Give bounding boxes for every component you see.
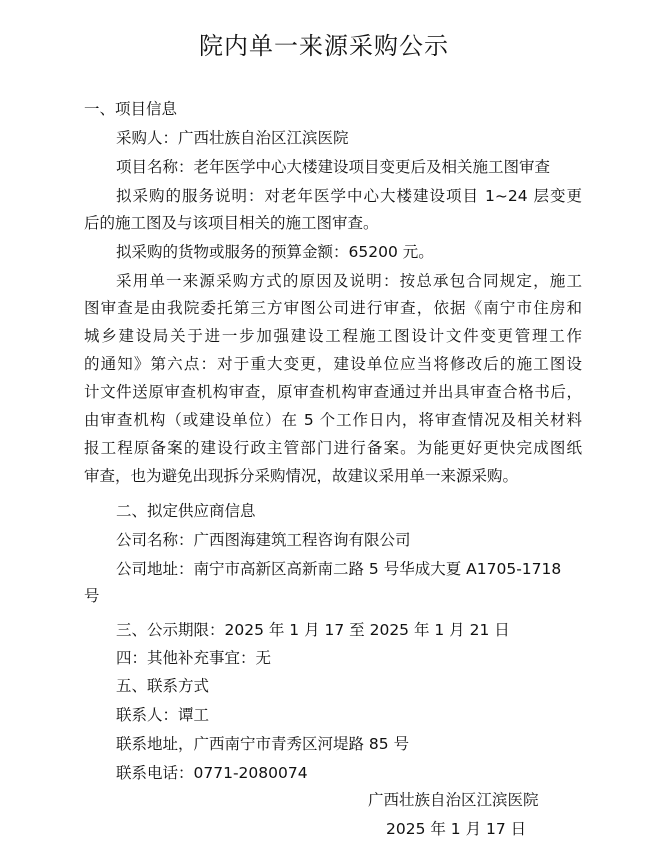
reason-line-8: 审查，也为避免出现拆分采购情况，故建议采用单一来源采购。 xyxy=(84,467,519,485)
company-address-line-1: 公司地址：南宁市高新区高新南二路 5 号华成大夏 A1705-1718 xyxy=(116,560,562,578)
service-desc-line-2: 后的施工图及与该项目相关的施工图审查。 xyxy=(84,214,379,232)
reason-line-1: 采用单一来源采购方式的原因及说明：按总承包合同规定，施工 xyxy=(116,272,582,290)
page-title: 院内单一来源采购公示 xyxy=(199,32,449,60)
reason-line-4: 的通知》第六点：对于重大变更，建设单位应当将修改后的施工图设 xyxy=(84,355,582,373)
company-name-line: 公司名称：广西图海建筑工程咨询有限公司 xyxy=(116,531,411,549)
budget-line: 拟采购的货物或服务的预算金额：65200 元。 xyxy=(116,243,434,261)
reason-line-3: 城乡建设局关于进一步加强建设工程施工图设计文件变更管理工作 xyxy=(84,327,582,345)
reason-line-7: 报工程原备案的建设行政主管部门进行备案。为能更好更快完成图纸 xyxy=(84,439,582,457)
purchaser-line: 采购人：广西壮族自治区江滨医院 xyxy=(116,129,349,147)
service-desc-line-1: 拟采购的服务说明：对老年医学中心大楼建设项目 1~24 层变更 xyxy=(116,187,582,205)
reason-line-5: 计文件送原审查机构审查，原审查机构审查通过并出具审查合格书后， xyxy=(84,383,582,401)
signature-date: 2025 年 1 月 17 日 xyxy=(386,820,527,838)
section-1-heading: 一、项目信息 xyxy=(84,100,178,118)
reason-line-2: 图审查是由我院委托第三方审图公司进行审查，依据《南宁市住房和 xyxy=(84,299,582,317)
section-4-other-matters: 四：其他补充事宜：无 xyxy=(116,649,272,667)
section-5-heading: 五、联系方式 xyxy=(116,677,210,695)
section-2-heading: 二、拟定供应商信息 xyxy=(116,502,256,520)
project-name-line: 项目名称：老年医学中心大楼建设项目变更后及相关施工图审查 xyxy=(116,158,551,176)
contact-phone-line: 联系电话：0771-2080074 xyxy=(116,764,308,782)
reason-line-6: 由审查机构（或建设单位）在 5 个工作日内，将审查情况及相关材料 xyxy=(84,411,582,429)
contact-person-line: 联系人：谭工 xyxy=(116,706,210,724)
section-3-publicity-period: 三、公示期限：2025 年 1 月 17 至 2025 年 1 月 21 日 xyxy=(116,621,510,639)
company-address-line-2: 号 xyxy=(84,587,100,605)
contact-address-line: 联系地址，广西南宁市青秀区河堤路 85 号 xyxy=(116,735,410,753)
signature-org: 广西壮族自治区江滨医院 xyxy=(368,791,539,809)
